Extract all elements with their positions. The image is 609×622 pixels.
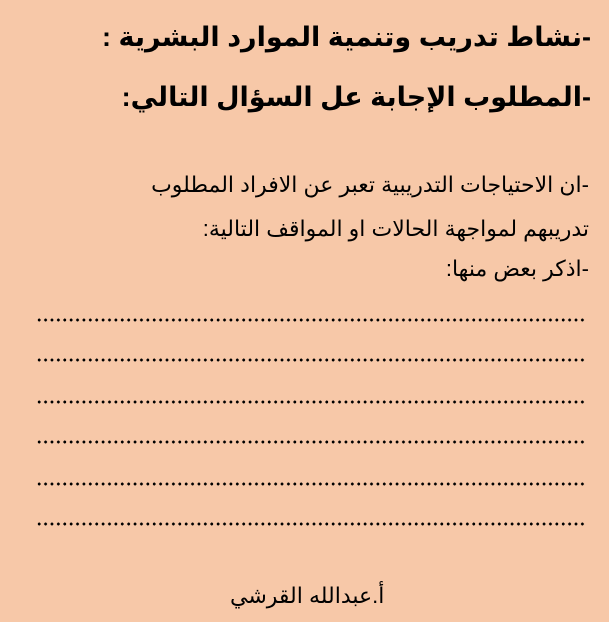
activity-title: -نشاط تدريب وتنمية الموارد البشرية : xyxy=(102,22,591,52)
answer-line-1 xyxy=(36,318,586,322)
answer-line-2 xyxy=(36,358,586,362)
answer-line-3 xyxy=(36,400,586,404)
question-line-1: -ان الاحتياجات التدريبية تعبر عن الافراد المطلوب xyxy=(151,172,589,197)
instruction-heading: -المطلوب الإجابة عل السؤال التالي: xyxy=(121,82,591,112)
answer-line-5 xyxy=(36,482,586,486)
question-line-2: تدريبهم لمواجهة الحالات او المواقف التالية: xyxy=(202,216,589,241)
answer-line-6 xyxy=(36,522,586,526)
answer-line-4 xyxy=(36,440,586,444)
author-signature: أ.عبدالله القرشي xyxy=(230,583,385,608)
question-prompt: -اذكر بعض منها: xyxy=(445,256,589,281)
